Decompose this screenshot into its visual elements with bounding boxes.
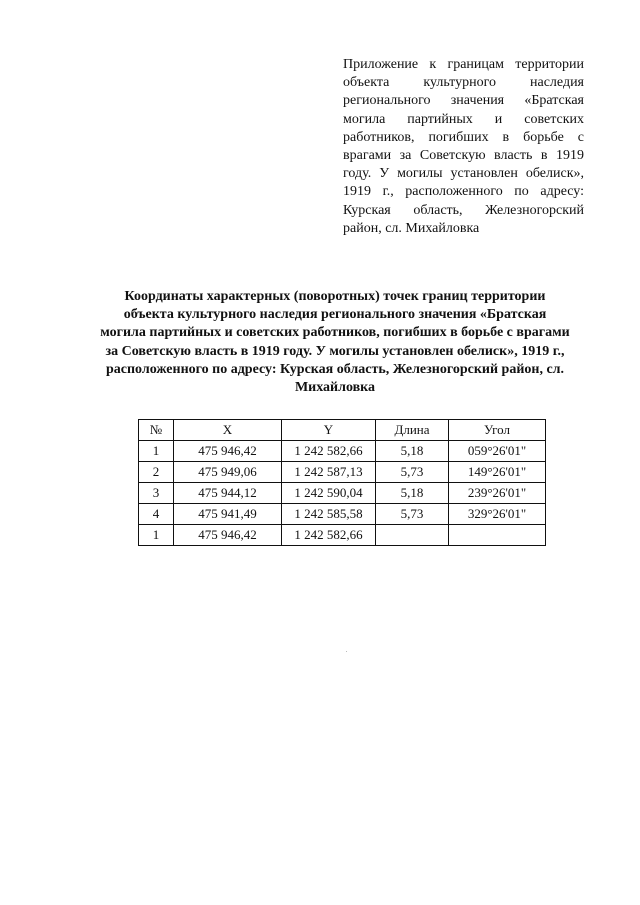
cell-angle: [449, 525, 546, 546]
header-length: Длина: [376, 420, 449, 441]
table-header-row: [139, 420, 546, 441]
cell-x: 475 949,06: [174, 462, 282, 483]
document-title: Координаты характерных (поворотных) точек границ территории объекта культурного наследия регионального значения «Братская могила партийных и советских работников, погибших в борьбе с врагами за Советскую власть в 1919 году. У могилы установлен обелиск», 1919 г., расположенного по адресу: Курская область, Железногорский район, сл. Михайловка: [100, 289, 570, 396]
cell-length: 5,73: [376, 462, 449, 483]
cell-x: 475 941,49: [174, 504, 282, 525]
header-angle: Угол: [449, 420, 546, 441]
table-row: [139, 525, 546, 546]
cell-number: 4: [139, 504, 174, 525]
cell-angle: 329°26'01": [449, 504, 546, 525]
cell-length: 5,18: [376, 483, 449, 504]
appendix-note: Приложение к границам территории объекта культурного наследия регионального значения «Братская могила партийных и советских работников, погибших в борьбе с врагами за Советскую власть в 1919 году. У могилы установлен обелиск», 1919 г., расположенного по адресу: Курская область, Железногорский район, сл. Михайловка: [343, 57, 584, 236]
cell-y: 1 242 587,13: [282, 462, 376, 483]
cell-y: 1 242 582,66: [282, 525, 376, 546]
cell-y: 1 242 590,04: [282, 483, 376, 504]
cell-angle: 149°26'01": [449, 462, 546, 483]
cell-length: [376, 525, 449, 546]
cell-angle: 239°26'01": [449, 483, 546, 504]
table-row: [139, 462, 546, 483]
cell-number: 1: [139, 441, 174, 462]
cell-x: 475 946,42: [174, 441, 282, 462]
cell-number: 1: [139, 525, 174, 546]
cell-x: 475 944,12: [174, 483, 282, 504]
header-number: №: [139, 420, 174, 441]
table-row: [139, 441, 546, 462]
coordinates-table: [138, 419, 546, 546]
table-row: [139, 483, 546, 504]
cell-length: 5,18: [376, 441, 449, 462]
cell-number: 2: [139, 462, 174, 483]
cell-length: 5,73: [376, 504, 449, 525]
header-x: X: [174, 420, 282, 441]
cell-angle: 059°26'01": [449, 441, 546, 462]
cell-number: 3: [139, 483, 174, 504]
header-y: Y: [282, 420, 376, 441]
cell-y: 1 242 585,58: [282, 504, 376, 525]
cell-y: 1 242 582,66: [282, 441, 376, 462]
scan-speck: [346, 651, 347, 652]
table-row: [139, 504, 546, 525]
cell-x: 475 946,42: [174, 525, 282, 546]
